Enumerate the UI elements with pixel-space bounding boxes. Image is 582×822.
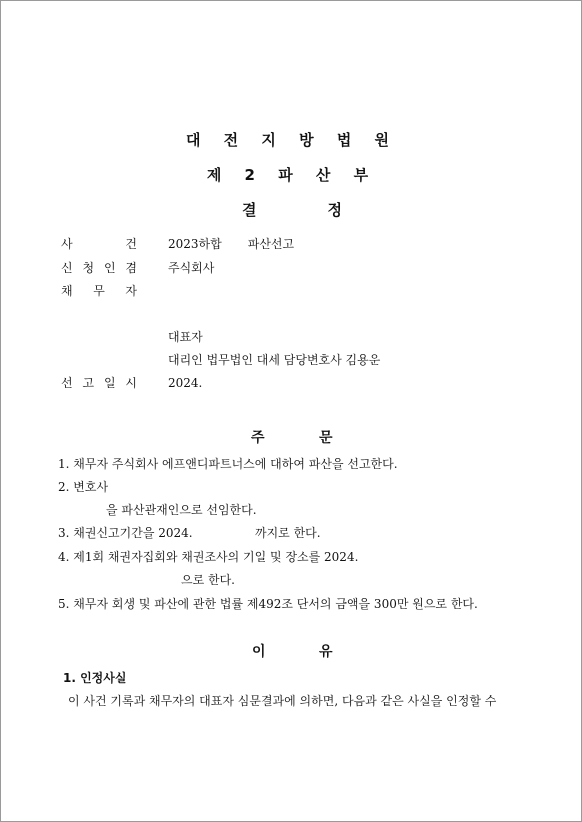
order-item-2: 2. 변호사: [58, 480, 109, 494]
case-number: 2023하합: [168, 237, 222, 251]
order-heading-right: 문: [319, 430, 333, 446]
case-label: 사 건: [61, 237, 137, 251]
division-title: 제 2 파 산 부: [206, 166, 378, 184]
decision-title-text: 결 정: [242, 201, 342, 219]
date-label: 선 고 일 시: [61, 376, 137, 390]
applicant-value: 주식회사: [168, 261, 215, 275]
date-row: [61, 374, 202, 391]
order-item-4-cont: 으로 한다.: [181, 573, 235, 587]
reason-body: 이 사건 기록과 채무자의 대표자 심문결과에 의하면, 다음과 같은 사실을 인정할 수: [68, 694, 497, 708]
order-item-5: 5. 채무자 회생 및 파산에 관한 법률 제492조 단서의 금액을 300만 원으로 한다.: [58, 597, 478, 611]
representative-line: 대표자: [168, 330, 203, 344]
case-row: [61, 235, 294, 252]
applicant-row: [61, 259, 214, 276]
debtor-label: 채 무 자: [61, 284, 137, 298]
fact-subheading: 1. 인정사실: [63, 671, 127, 685]
applicant-label: 신 청 인 겸: [61, 261, 137, 275]
order-item-3-cont: 까지로 한다.: [255, 526, 321, 540]
order-item-3: 3. 채권신고기간을 2024.: [58, 526, 193, 540]
debtor-row: [61, 282, 137, 299]
reason-heading-left: 이: [252, 644, 266, 660]
agent-line: 대리인 법무법인 대세 담당변호사 김용운: [168, 353, 381, 367]
order-item-2-cont: 을 파산관재인으로 선임한다.: [106, 503, 257, 517]
date-value: 2024.: [168, 376, 203, 390]
case-name: 파산선고: [247, 237, 295, 251]
order-item-1: 1. 채무자 주식회사 에프앤디파트너스에 대하여 파산을 선고한다.: [58, 457, 398, 471]
court-title: 대 전 지 방 법 원: [185, 131, 399, 149]
order-heading-left: 주: [251, 430, 265, 446]
decision-title: [1, 199, 582, 220]
reason-heading-right: 유: [319, 644, 333, 660]
order-item-4: 4. 제1회 채권자집회와 채권조사의 기일 및 장소를 2024.: [58, 550, 359, 564]
